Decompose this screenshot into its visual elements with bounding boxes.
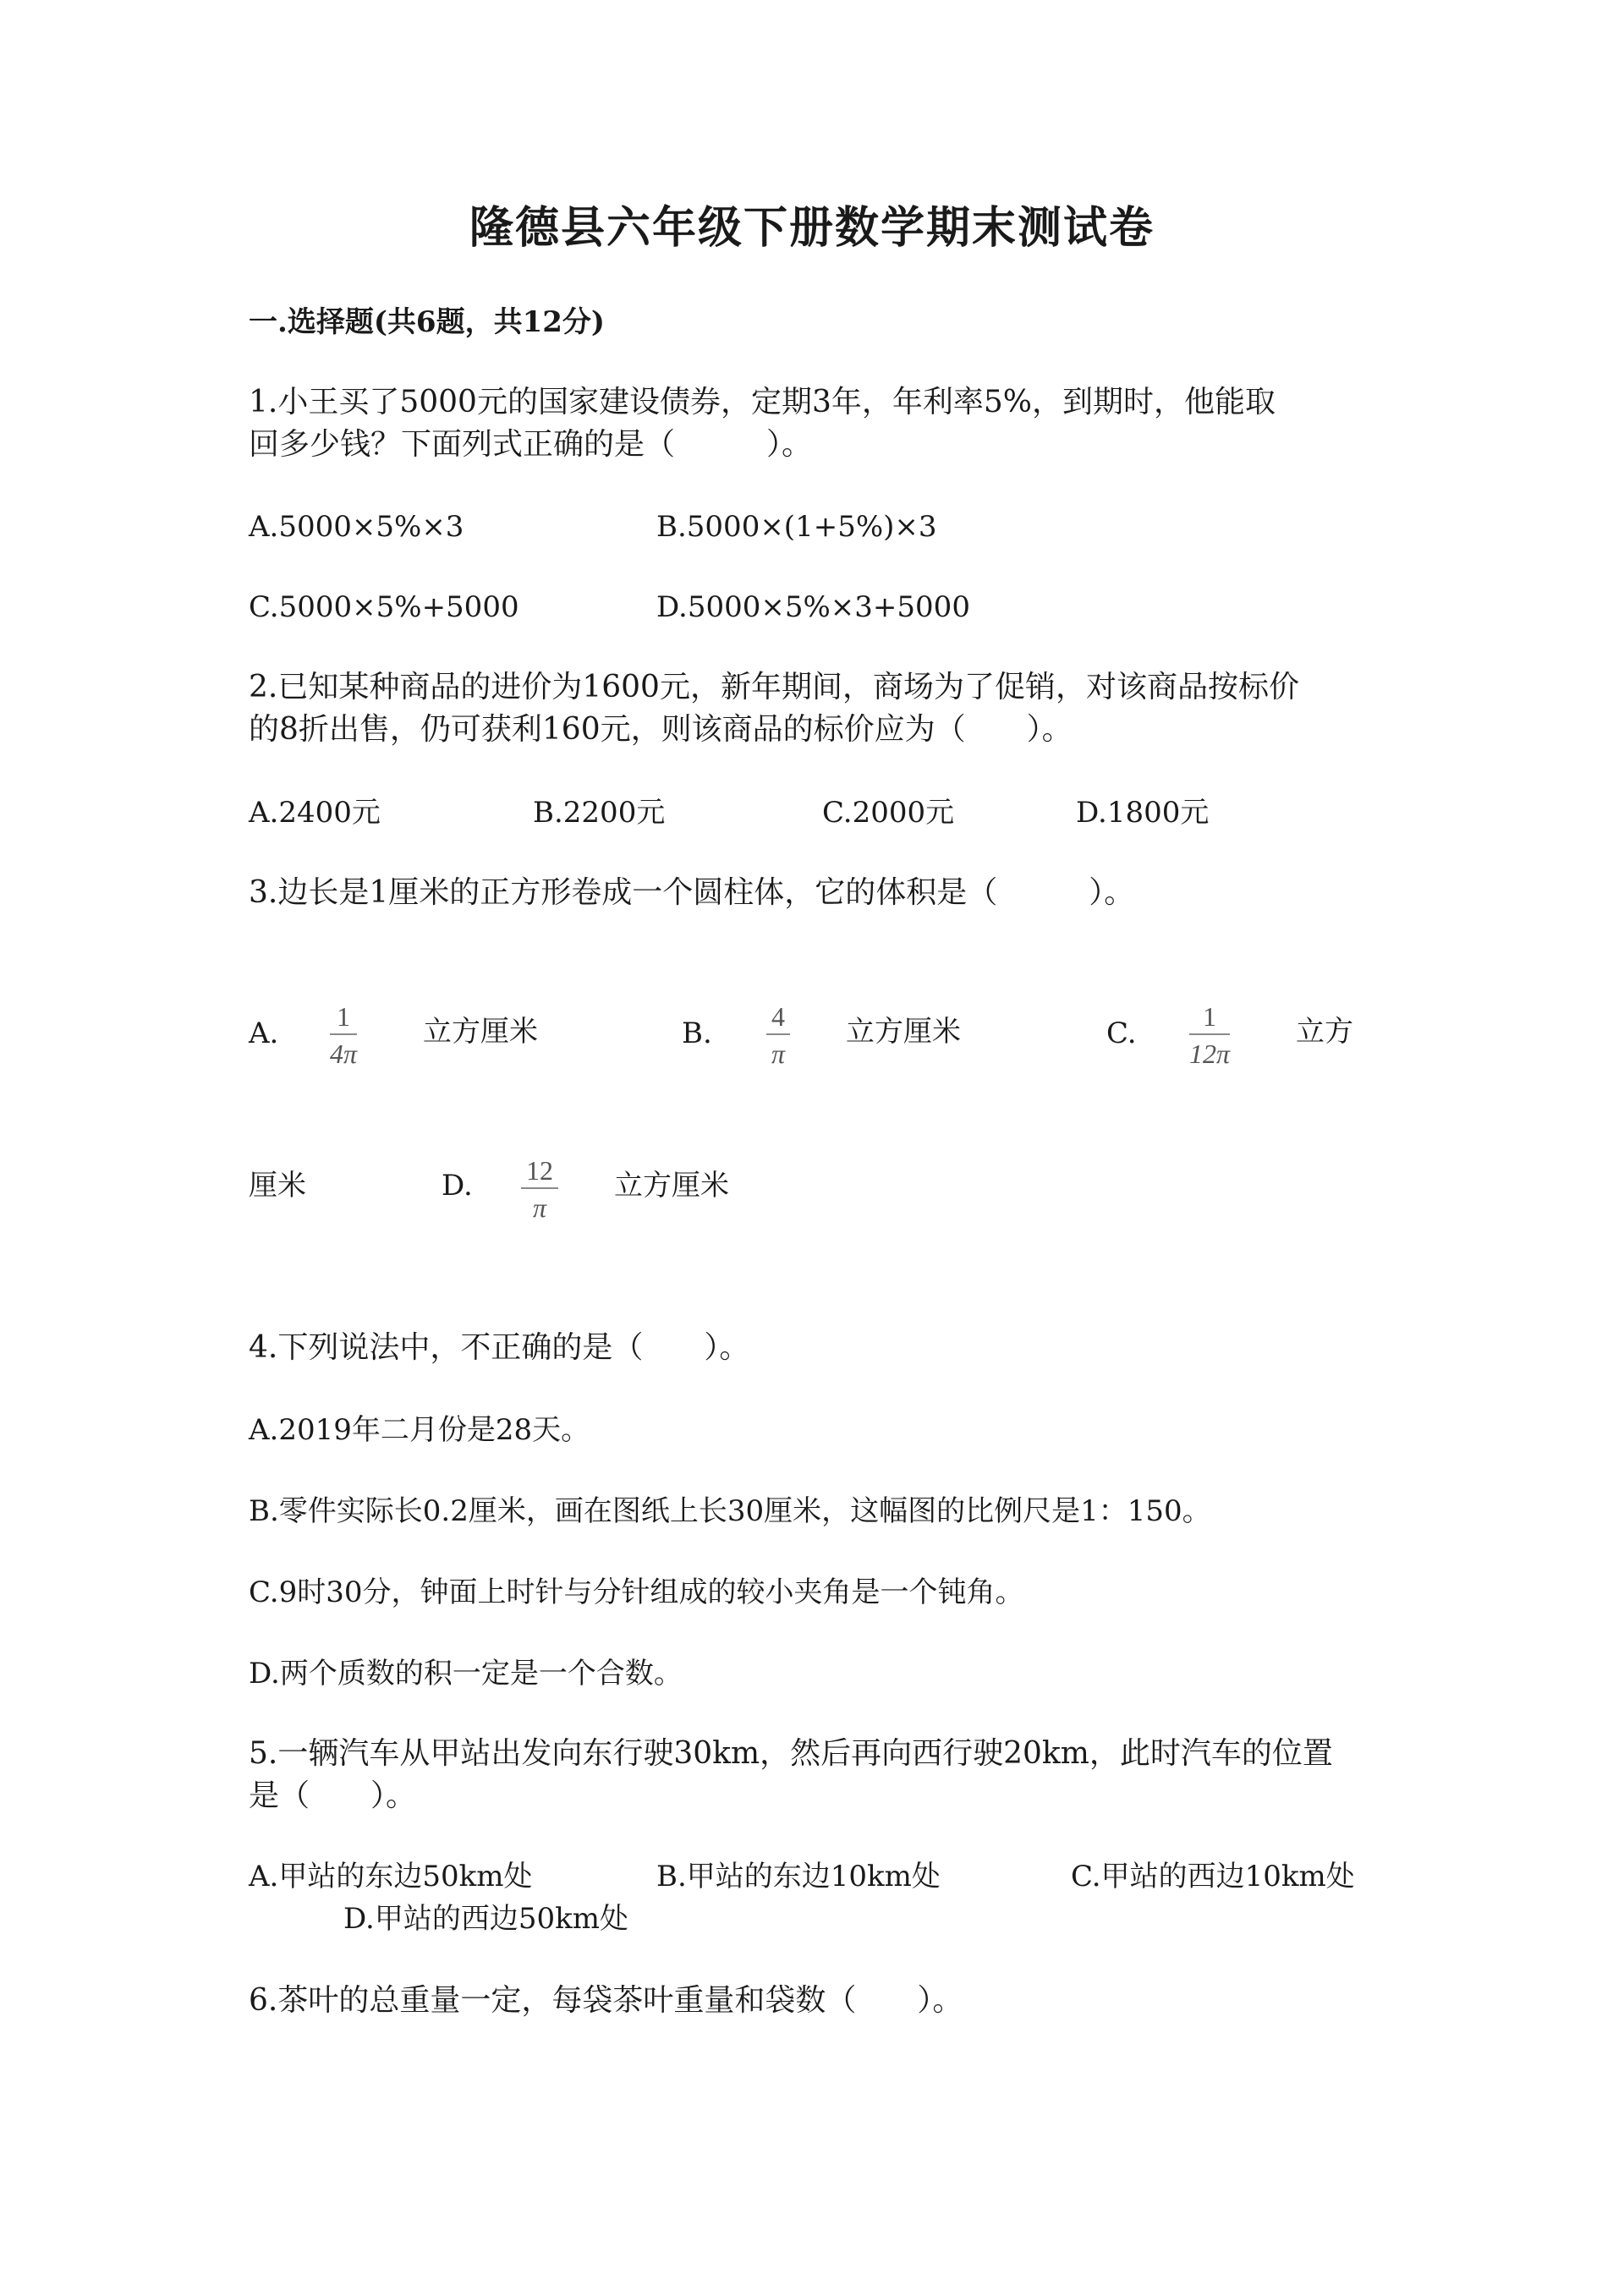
question-3-option-a-unit: 立方厘米	[423, 1015, 538, 1049]
question-3-option-a-fraction	[330, 1003, 357, 1067]
question-2-option-a: A.2400元	[249, 796, 381, 830]
question-3-option-c-unit-part-1: 立方	[1296, 1015, 1353, 1049]
question-5-option-b: B.甲站的东边10km处	[656, 1860, 941, 1893]
question-1-option-d: D.5000×5%×3+5000	[656, 590, 970, 624]
question-3-option-c-fraction	[1189, 1003, 1230, 1067]
question-5-stem-line-2: 是（ ）。	[249, 1778, 417, 1813]
question-3-option-b-fraction	[766, 1003, 790, 1067]
fraction-denominator: π	[771, 1038, 786, 1069]
question-3-option-d-fraction	[521, 1157, 558, 1221]
question-3-option-c-unit-part-2: 厘米	[249, 1169, 306, 1203]
question-1-option-a: A.5000×5%×3	[249, 510, 464, 544]
question-4-option-b: B.零件实际长0.2厘米，画在图纸上长30厘米，这幅图的比例尺是1：150。	[249, 1494, 1211, 1528]
question-2-option-b: B.2200元	[533, 796, 666, 830]
question-2-stem-line-2: 的8折出售，仍可获利160元，则该商品的标价应为（ ）。	[249, 712, 1073, 747]
question-2-option-d: D.1800元	[1076, 796, 1210, 830]
question-1-option-b: B.5000×(1+5%)×3	[656, 510, 937, 544]
section-heading: 一.选择题(共6题，共12分)	[249, 305, 605, 339]
question-3-option-a-label: A.	[249, 1016, 279, 1050]
question-6-stem-line-1: 6.茶叶的总重量一定，每袋茶叶重量和袋数（ ）。	[249, 1983, 963, 2018]
question-3-option-b-unit: 立方厘米	[846, 1015, 961, 1049]
question-1-stem-line-1: 1.小王买了5000元的国家建设债券，定期3年，年利率5%，到期时，他能取	[249, 385, 1276, 419]
fraction-numerator: 1	[1203, 1001, 1217, 1032]
question-2-option-c: C.2000元	[822, 796, 955, 830]
question-3-option-b-label: B.	[682, 1016, 712, 1050]
fraction-denominator: π	[532, 1192, 547, 1223]
question-4-option-d: D.两个质数的积一定是一个合数。	[249, 1657, 683, 1690]
question-5-stem-line-1: 5.一辆汽车从甲站出发向东行驶30km，然后再向西行驶20km，此时汽车的位置	[249, 1736, 1333, 1771]
question-1-option-c: C.5000×5%+5000	[249, 590, 519, 624]
question-1-stem-line-2: 回多少钱？下面列式正确的是（ ）。	[249, 427, 813, 462]
question-3-stem-line-1: 3.边长是1厘米的正方形卷成一个圆柱体，它的体积是（ ）。	[249, 875, 1135, 910]
question-3-option-d-label: D.	[442, 1169, 473, 1203]
question-3-option-d-unit: 立方厘米	[614, 1169, 729, 1203]
question-2-stem-line-1: 2.已知某种商品的进价为1600元，新年期间，商场为了促销，对该商品按标价	[249, 670, 1299, 704]
question-4-option-a: A.2019年二月份是28天。	[249, 1413, 590, 1447]
question-3-option-c-label: C.	[1106, 1016, 1137, 1050]
page-title: 隆德县六年级下册数学期末测试卷	[469, 202, 1155, 254]
question-5-option-d: D.甲站的西边50km处	[343, 1902, 628, 1936]
question-5-option-c: C.甲站的西边10km处	[1071, 1860, 1355, 1893]
fraction-denominator: 12π	[1189, 1038, 1231, 1069]
fraction-numerator: 12	[526, 1155, 553, 1186]
fraction-numerator: 1	[337, 1001, 351, 1032]
fraction-numerator: 4	[771, 1001, 785, 1032]
question-4-stem-line-1: 4.下列说法中，不正确的是（ ）。	[249, 1330, 750, 1365]
question-5-option-a: A.甲站的东边50km处	[249, 1860, 533, 1893]
fraction-denominator: 4π	[330, 1038, 358, 1069]
question-4-option-c: C.9时30分，钟面上时针与分针组成的较小夹角是一个钝角。	[249, 1575, 1024, 1609]
